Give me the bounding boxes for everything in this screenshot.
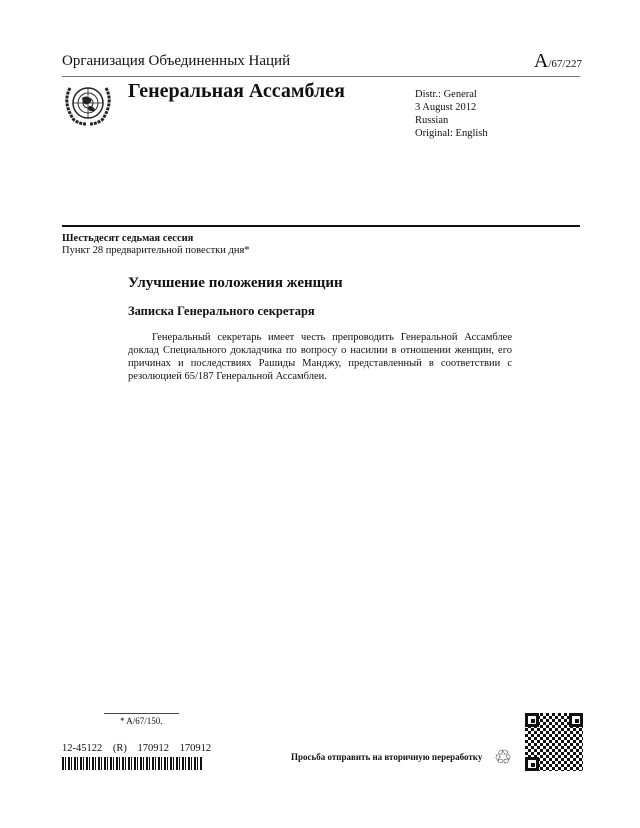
document-subtitle: Записка Генерального секретаря <box>128 304 315 318</box>
un-emblem-icon <box>62 80 114 126</box>
qr-finder <box>525 757 539 771</box>
header-divider <box>62 76 580 77</box>
qr-finder <box>569 713 583 727</box>
date-line: 3 August 2012 <box>415 102 477 113</box>
document-title: Улучшение положения женщин <box>128 275 343 291</box>
organ-title: Генеральная Ассамблея <box>128 80 345 102</box>
recycle-notice: Просьба отправить на вторичную переработку <box>291 752 483 762</box>
qr-code <box>525 713 583 771</box>
symbol-rest: /67/227 <box>548 58 582 70</box>
organization-name: Организация Объединенных Наций <box>62 53 291 69</box>
distribution-info <box>415 88 488 140</box>
distr-line: Distr.: General <box>415 89 477 100</box>
section-divider <box>62 225 580 227</box>
footnote-divider <box>104 713 179 714</box>
original-line: Original: English <box>415 128 488 139</box>
qr-finder <box>525 713 539 727</box>
recycle-icon: ♲ <box>494 747 512 769</box>
symbol-main: A <box>533 50 549 72</box>
job-code: 12-45122 (R) 170912 170912 <box>62 743 212 754</box>
body-paragraph: Генеральный секретарь имеет честь препроводить Генеральной Ассамблее доклад Специального докладчика по вопросу о насилии в отношении женщин, его причинах и последствиях Рашиды Манджу, представленный в соответствии с резолюцией 65/187 Генеральной Ассамблеи. <box>128 332 512 382</box>
session-title: Шестьдесят седьмая сессия <box>62 233 194 244</box>
agenda-item: Пункт 28 предварительной повестки дня* <box>62 245 250 256</box>
barcode <box>62 757 202 770</box>
language-line: Russian <box>415 115 449 126</box>
document-symbol <box>534 50 582 73</box>
footnote: * A/67/150. <box>120 716 163 726</box>
